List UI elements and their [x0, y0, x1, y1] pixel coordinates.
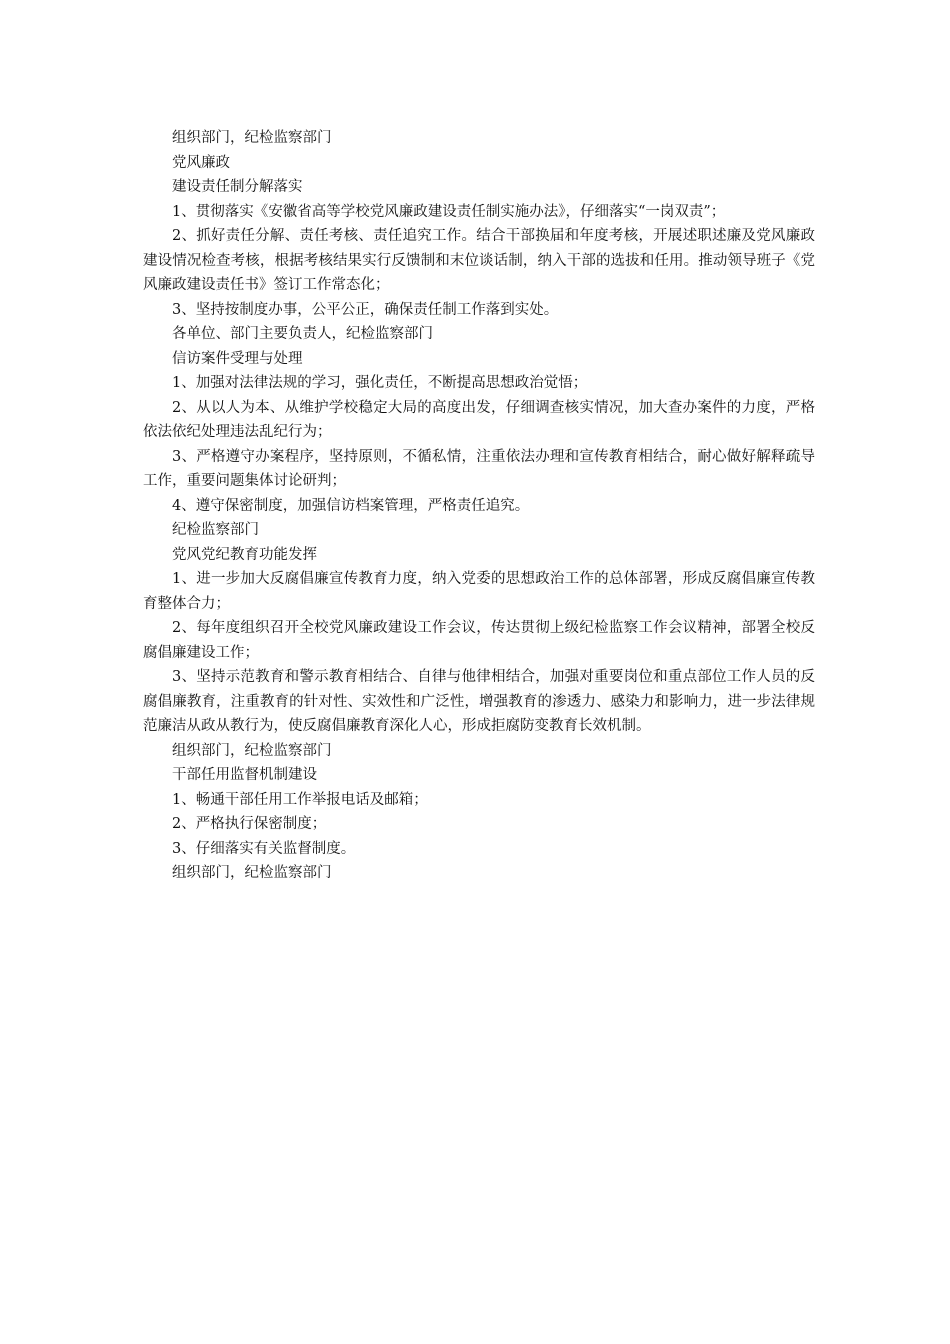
- paragraph-responsible-units: 各单位、部门主要负责人，纪检监察部门: [172, 326, 433, 342]
- paragraph-item: 1、加强对法律法规的学习，强化责任，不断提高思想政治觉悟；: [172, 375, 588, 391]
- paragraph-item: 2、抓好责任分解、责任考核、责任追究工作。结合干部换届和年度考核，开展述职述廉及党风廉政建设情况检查考核，根据考核结果实行反馈制和末位谈话制，纳入干部的选拔和任用。推动领导班子《党风廉政建设责任书》签订工作常态化；: [143, 228, 815, 293]
- paragraph-item: 1、贯彻落实《安徽省高等学校党风廉政建设责任制实施办法》，仔细落实“一岗双责”；: [172, 203, 726, 220]
- paragraph-heading: 信访案件受理与处理: [172, 350, 303, 367]
- paragraph-item: 3、坚持示范教育和警示教育相结合、自律与他律相结合，加强对重要岗位和重点部位工作人员的反腐倡廉教育，注重教育的针对性、实效性和广泛性，增强教育的渗透力、感染力和影响力，进一步法律规范廉洁从政从教行为，使反腐倡廉教育深化人心，形成拒腐防变教育长效机制。: [143, 669, 815, 734]
- paragraph-heading: 建设责任制分解落实: [172, 179, 303, 195]
- paragraph-responsible-units: 纪检监察部门: [172, 522, 259, 538]
- paragraph-responsible-units: 组织部门，纪检监察部门: [172, 865, 332, 881]
- paragraph-item: 3、坚持按制度办事，公平公正，确保责任制工作落到实处。: [172, 301, 559, 318]
- paragraph-item: 2、严格执行保密制度；: [172, 816, 327, 832]
- paragraph-responsible-units: 组织部门，纪检监察部门: [172, 742, 332, 759]
- paragraph-item: 3、严格遵守办案程序，坚持原则，不循私情，注重依法办理和宣传教育相结合，耐心做好解释疏导工作，重要问题集体讨论研判；: [143, 448, 815, 489]
- paragraph-heading: 干部任用监督机制建设: [172, 767, 317, 783]
- paragraph-responsible-units: 组织部门，纪检监察部门: [172, 130, 332, 146]
- document-body: [143, 126, 815, 886]
- paragraph-heading: 党风廉政: [172, 154, 230, 171]
- paragraph-item: 2、从以人为本、从维护学校稳定大局的高度出发，仔细调查核实情况，加大查办案件的力度，严格依法依纪处理违法乱纪行为；: [143, 399, 815, 440]
- paragraph-heading: 党风党纪教育功能发挥: [172, 546, 317, 563]
- paragraph-item: 2、每年度组织召开全校党风廉政建设工作会议，传达贯彻上级纪检监察工作会议精神，部署全校反腐倡廉建设工作；: [143, 620, 815, 661]
- paragraph-item: 4、遵守保密制度，加强信访档案管理，严格责任追究。: [172, 497, 530, 514]
- paragraph-item: 1、畅通干部任用工作举报电话及邮箱；: [172, 791, 428, 808]
- paragraph-item: 1、进一步加大反腐倡廉宣传教育力度，纳入党委的思想政治工作的总体部署，形成反腐倡廉宣传教育整体合力；: [143, 571, 815, 612]
- paragraph-item: 3、仔细落实有关监督制度。: [172, 840, 356, 857]
